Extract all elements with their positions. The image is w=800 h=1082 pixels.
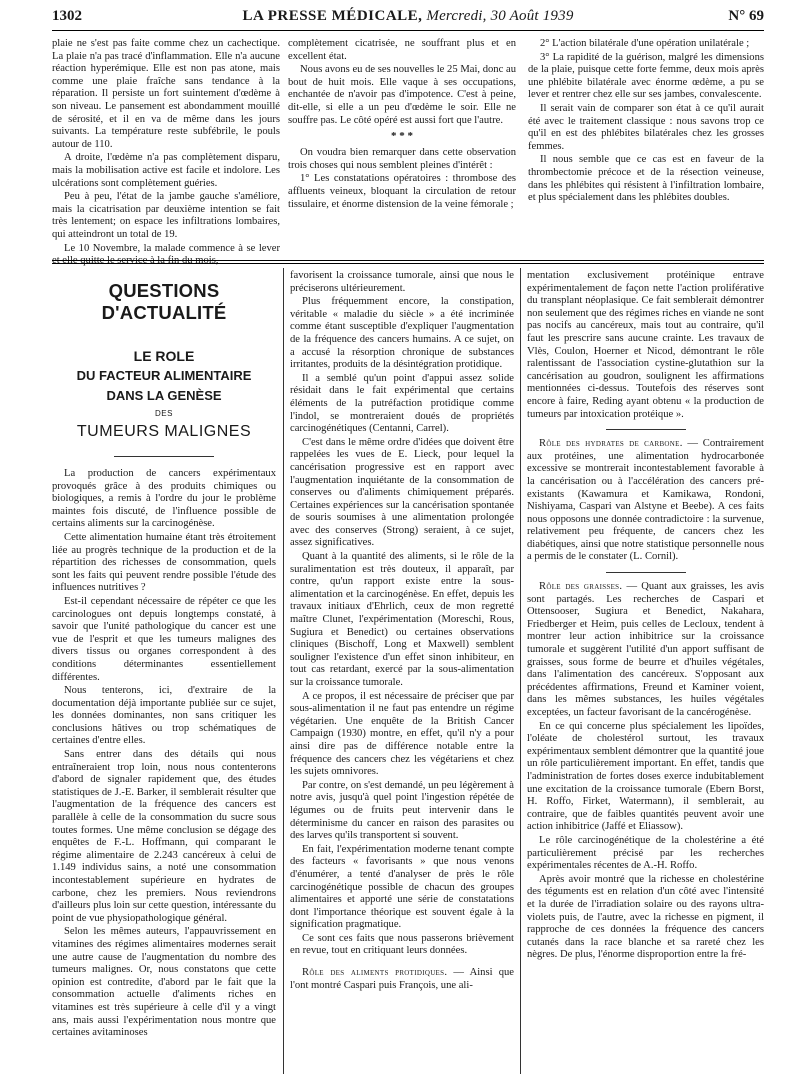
- page-number: 1302: [52, 8, 82, 24]
- paragraph: A droite, l'œdème n'a pas complètement disparu, mais la mobilisation active est facile et indolore. Les ulcérations sont complètement guéries.: [52, 152, 280, 189]
- paragraph: Par contre, on s'est demandé, un peu légèrement à notre avis, jusqu'à quel point l'ingestion répétée de légumes ou de fruits peut intervenir dans le déterminisme du cancer en raison des parasites ou des larves qu'ils transportent si souvent.: [290, 779, 514, 842]
- column-rule: [283, 268, 284, 1074]
- section-heading: QUESTIONS D'ACTUALITÉ: [101, 280, 227, 323]
- paragraph: Plus fréquemment encore, la constipation, véritable « maladie du siècle » a été incriminée comme étant susceptible d'expliquer l'augmentation de la fréquence des cancers humains. A ce sujet, on a accusé la résorption chronique de substances irritantes, produits de la désintégration protidique.: [290, 296, 514, 371]
- column-rule: [520, 268, 521, 1074]
- paragraph: Il serait vain de comparer son état à ce qu'il aurait été avec le traitement classique : nous savons trop ce qu'il en est des phlébites bilatérales chez les grosses femmes.: [528, 102, 764, 152]
- paragraph: Il nous semble que ce cas est en faveur de la thrombectomie précoce et de la résection veineuse, dans les phlébites qui résistent à l'infiltration lombaire, et plus spécialement dans les phlébites doubles.: [528, 154, 764, 204]
- paragraph: Sans entrer dans des détails qui nous entraîneraient trop loin, nous nous contenterons d'abord de signaler rapidement que, des études statistiques de J.-E. Barker, il semblerait résulter que l'augmentation de la fréquence des cancers est parallèle à celle de la consommation du sucre sous toutes formes. Une même conclusion se dégage des enquêtes de F.-L. Hoffmann, qui comparant le régime alimentaire de 2.243 cancéreux à celui de 1.149 individus sains, a noté une consommation incontestablement supérieure en hydrates de carbone, chez les premiers. Nous reviendrons d'ailleurs plus loin sur cette question, intéressante du point de vue physiopathologique général.: [52, 749, 276, 924]
- article-heading-block: [52, 280, 276, 457]
- title-rule: [114, 456, 214, 457]
- section-divider: [52, 260, 764, 261]
- paragraph: Selon les mêmes auteurs, l'appauvrissement en vitamines des régimes alimentaires modernes serait une autre cause de l'augmentation du nombre des tumeurs malignes. Or, nous constatons que cette opinion est contredite, d'abord par le fait que la consommation actuelle d'aliments riches en vitamines est très supérieure à celle d'il y a vingt ans, mais aussi l'expérimentation nous montre que certaines avitaminoses: [52, 926, 276, 1039]
- paragraph: Peu à peu, l'état de la jambe gauche s'améliore, mais la cicatrisation par deuxième intention se fait très lentement; on espace les infiltrations lombaires, qui atteindront un total de 19.: [52, 191, 280, 240]
- title-line: DU FACTEUR ALIMENTAIRE: [76, 368, 252, 383]
- issue-date: Mercredi, 30 Août 1939: [426, 8, 574, 24]
- paragraph: Nous tenterons, ici, d'extraire de la documentation déjà importante publiée sur ce sujet, les données dominantes, non sans critiquer les conclusions hâtives ou trop schématiques de certaines d'entre elles.: [52, 685, 276, 747]
- top-column-1: [52, 38, 280, 267]
- paragraph: 2° L'action bilatérale d'une opération unilatérale ;: [540, 38, 750, 49]
- subsection-text: — Quant aux graisses, les avis sont partagés. Les recherches de Caspari et Ottensooser, Sugiura et Benedict, Nakahara, Friedberger et Heim, puis celles de Lecloux, tendent à montrer leur action inhibitrice sur la croissance tumorale et suggèrent l'utilité d'un apport suffisant de graisses, sous forme de beurre et d'huiles végétales, dans l'alimentation des cancéreux. S'opposant aux précédentes affirmations, Freund et Kaminer voient, dans les mêmes substances, les huiles végétales exceptées, un facteur favorisant de la cancérogénèse.: [527, 581, 764, 718]
- issue-number: N° 69: [728, 8, 764, 24]
- subsection-label: Rôle des hydrates de carbone.: [539, 438, 683, 450]
- paragraph: A ce propos, il est nécessaire de préciser que par sous-alimentation il ne faut pas entendre un régime végétarien. Une enquête de la British Cancer Campaign (1930) montre, en effet, qu'il n'y a pour ainsi dire pas de différence notable entre la fréquence des cancers chez les végétariens et chez les sujets omnivores.: [290, 690, 514, 778]
- subsection-text: — Contrairement aux protéines, une alimentation hydrocarbonée excessive se montrerait incontestablement favorable à la cancérisation ou à l'accélération des cancers pré-existants (Kawamura et Kamikawa, Rondoni, Nishiyama, Caspari van Alstyne et Beebe). A ces faits nous opposons une donnée contradictoire : la survenue, relativement peu fréquente, de cancers chez les diabétiques, ainsi que notre statistique personnelle nous a permis de le constater (L. Cornil).: [527, 438, 764, 563]
- title-line: DES: [155, 409, 173, 418]
- subsection-label: Rôle des graisses.: [539, 581, 623, 593]
- subsection-paragraph: [290, 967, 514, 992]
- title-line: LE ROLE: [133, 348, 195, 364]
- paragraph: favorisent la croissance tumorale, ainsi que nous le préciserons ultérieurement.: [290, 270, 514, 294]
- subsection-label: Rôle des aliments protidiques.: [302, 967, 448, 979]
- paragraph: Il a semblé qu'un point d'appui assez solide résidait dans le fait expérimental que certains éléments de la putréfaction protidique comme l'indol, se montreraient doués de propriétés carcinogénétiques (Centanni, Carrel).: [290, 372, 514, 435]
- subsection-text: — Ainsi que l'ont montré Caspari puis François, une ali-: [290, 967, 514, 991]
- paragraph: 1° Les constatations opératoires : thrombose des affluents veineux, bloquant la circulation de retour tissulaire, et énorme distension de la veine fémorale ;: [288, 173, 516, 210]
- title-line: DANS LA GENÈSE: [106, 388, 222, 403]
- page-header: [52, 6, 764, 28]
- paragraph: complètement cicatrisée, ne souffrant plus et en excellent état.: [288, 38, 516, 62]
- paragraph: Le 10 Novembre, la malade commence à se lever et elle quitte le service à la fin du mois,: [52, 242, 280, 267]
- paragraph: Nous avons eu de ses nouvelles le 25 Mai, donc au bout de huit mois. Elle vaque à ses occupations, enchantée de n'avoir pas d'impotence. C'est à peine, dit-elle, si elle a un peu d'œdème le soir. Elle ne souffre pas. Le côté opéré est aussi fort que l'autre.: [288, 64, 516, 126]
- section-stars: * * *: [391, 130, 413, 143]
- paragraph: Est-il cependant nécessaire de répéter ce que les carcinologues ont depuis longtemps constaté, à savoir que l'unité pathologique du cancer est une vue de l'esprit et que les tumeurs malignes des divers tissus ou organes correspondent à des conditions déterminantes essentiellement différentes.: [52, 595, 276, 683]
- article-column-2: [290, 270, 514, 1082]
- paragraph: En fait, l'expérimentation moderne tenant compte des facteurs « favorisants » que nous venons d'énumérer, a tenté d'analyser de près le rôle carcinogénétique possible de chacun des groupes alimentaires et apporté une série de constatations dont l'importance théorique est souvent égale à la signification pragmatique.: [290, 843, 514, 931]
- top-column-3: [528, 38, 764, 252]
- journal-title-line: [52, 8, 764, 25]
- article-column-1: [52, 468, 276, 1080]
- paragraph: Quant à la quantité des aliments, si le rôle de la suralimentation est très douteux, il apparaît, par contre, qu'un rapport existe entre la sous-alimentation et la carcinogénèse. En effet, depuis les travaux initiaux d'Ehrlich, ceux de mon regretté maître Clunet, l'expérimentation (Moreschi, Rous, Sugiura et Benedict) ou certaines observations cliniques (Bischoff, Long et Maxwell) semblent souligner l'existence d'un effet sinon inhibiteur, en tout cas retardant, exercé par la sous-alimentation sur la croissance tumorale.: [290, 551, 514, 688]
- paragraph: Le rôle carcinogénétique de la cholestérine a été particulièrement précisé par les recherches expérimentales récentes de A.-H. Roffo.: [527, 834, 764, 872]
- paragraph: mentation exclusivement protéinique entrave expérimentalement de façon nette l'action proliférative du transplant néoplasique. Ce fait semblerait démontrer non seulement que des régimes riches en viande ne sont pas nocifs au cancéreux, mais tout au contraire, qu'il faut les prescrire sans aucune crainte. Les travaux de Vlès, Coulon, Hoerner et Nicod, démontrant le rôle ralentissant de l'association cystine-glutathion sur la cancérisation au goudron, soulignent les affirmations mentionnées ci-dessus. Toutefois des réserves sont encore à faire, Reding ayant obtenu « la production de tumeurs par intoxication protéique ».: [527, 270, 764, 420]
- paragraph: plaie ne s'est pas faite comme chez un cachectique. La plaie n'a pas tracé d'inflammation. Elle n'a aucune réaction hyperémique. Elle est non pas atone, mais comme une plaie fraîche sans tendance à la réparation. Il persiste un fort suintement d'œdème à son niveau. Le pansement est abondamment mouillé de sérosité, et il en va de même dans les jours suivants. La température reste subfébrile, le pouls autour de 110.: [52, 38, 280, 150]
- paragraph: La production de cancers expérimentaux provoqués grâce à des produits chimiques ou biologiques, a remis à l'ordre du jour le problème maintes fois discuté, de l'influence possible de certains aliments sur la carcinogénèse.: [52, 468, 276, 530]
- title-line: TUMEURS MALIGNES: [76, 423, 252, 440]
- paragraph: On voudra bien remarquer dans cette observation trois choses qui nous semblent pleines d'intérêt :: [288, 147, 516, 171]
- paragraph: C'est dans le même ordre d'idées que doivent être rappelées les vues de E. Lieck, pour lequel la cancérisation progressive est en rapport avec l'augmentation inquiétante de la consommation de conserves ou d'aliments chimiquement préparés. Certaines expériences sur la cancérisation spontanée de souris soumises à une alimentation prolongée avec des conserves (Strong) seraient, à ce sujet, assez significatives.: [290, 436, 514, 549]
- article-title: [52, 346, 276, 442]
- top-column-2: [288, 38, 516, 252]
- subsection-paragraph: [527, 438, 764, 564]
- paragraph: En ce qui concerne plus spécialement les lipoïdes, l'oléate de cholestérol surtout, les travaux expérimentaux semblent démontrer que la quantité joue un rôle particulièrement important. En effet, tandis que l'administration de fortes doses exerce indubitablement une excitation de la croissance tumorale (Ebern Borst, H. Roffo, Firket, Watermann), il semblerait, au contraire, que de faibles quantités peuvent avoir une action inhibitrice (Jaffé et Eliassow).: [527, 720, 764, 833]
- paragraph: Ce sont ces faits que nous passerons brièvement en revue, tout en critiquant leurs données.: [290, 932, 514, 957]
- paragraph: 3° La rapidité de la guérison, malgré les dimensions de la plaie, puisque cette forte femme, deux mois après une phlébite bilatérale avec énorme œdème, a pu se lever et rentrer chez elle sur ses jambes, convalescente.: [528, 51, 764, 101]
- article-column-3: [527, 270, 764, 1082]
- subsection-paragraph: [527, 581, 764, 720]
- journal-title: LA PRESSE MÉDICALE,: [242, 8, 423, 24]
- paragraph: Après avoir montré que la richesse en cholestérine des téguments est en relation d'un côté avec l'intensité et la durée de l'irradiation solaire ou des rayons ultra-violets puis, de l'autre, avec la richesse en pigment, il rapproche de ces données la fréquence des cancers cutanés dans la race blanche et sa rareté chez les nègres. De plus, l'énorme disproportion entre la fré-: [527, 873, 764, 961]
- header-rule: [52, 30, 764, 31]
- paragraph-separator: [606, 429, 686, 430]
- section-divider-thin: [52, 263, 764, 264]
- paragraph-separator: [606, 572, 686, 573]
- paragraph: Cette alimentation humaine étant très étroitement liée au progrès technique de la production et de la répartition des richesses de consommation, quels sont les faits qui peuvent rendre possible l'étude des influences nutritives ?: [52, 531, 276, 594]
